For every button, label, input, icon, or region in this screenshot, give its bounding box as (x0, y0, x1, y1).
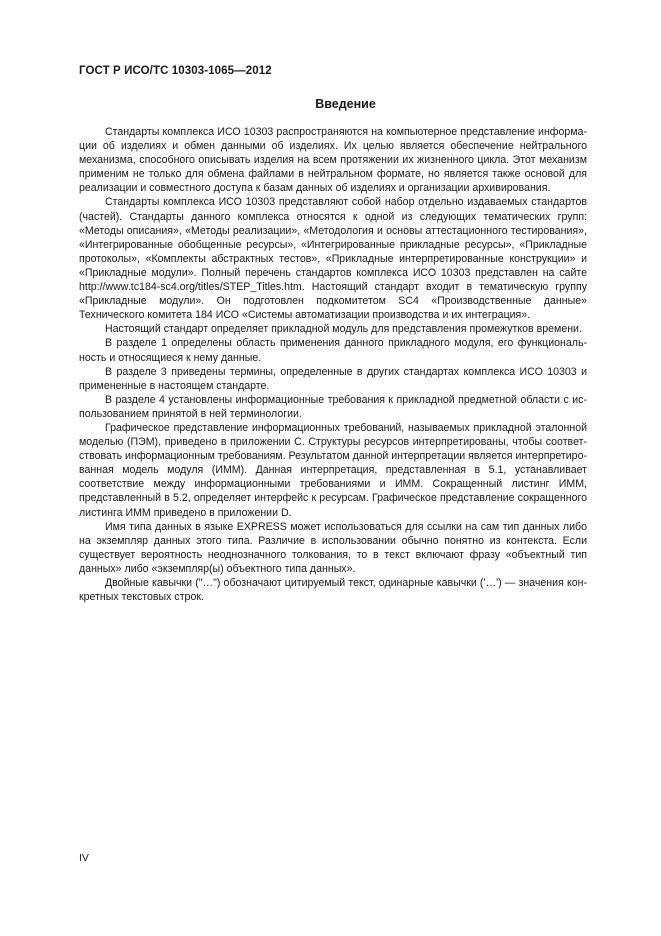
paragraph-5: В разделе 3 приведены термины, определенные в других стандартах комплекса ИСО 10303 и примененные в настоящем стандарте. (79, 365, 587, 392)
document-header: ГОСТ Р ИСО/ТС 10303-1065—2012 (79, 65, 272, 77)
paragraph-3: Настоящий стандарт определяет прикладной модуль для представления промежутков времени. (105, 323, 582, 336)
paragraph-6: В разделе 4 установлены информационные требования к прикладной предметной области с использованием принятой в ней терминологии. (79, 393, 587, 420)
paragraph-7: Графическое представление информационных требований, называемых прикладной эталонной моделью (ПЭМ), приведено в приложении С. Структуры ресурсов интерпретированы, чтобы соответствовать информационным требованиям. Результатом данной интерпретации является интерпретированная модель модуля (ИММ). Данная интерпретация, представленная в 5.1, устанавливает соответствие между информационными требованиями и ИММ. Сокращенный листинг ИММ, представленный в 5.2, определяет интерфейс к ресурсам. Графическое представление сокращенного листинга ИММ приведено в приложении D. (79, 421, 587, 519)
paragraph-8: Имя типа данных в языке EXPRESS может использоваться для ссылки на сам тип данных либо на экземпляр данных этого типа. Различие в использовании обычно понятно из контекста. Если существует вероятность неоднозначного толкования, то в текст включают фразу «объектный тип данных» либо «экземпляр(ы) объектного типа данных». (79, 520, 587, 575)
paragraph-9: Двойные кавычки ("…") обозначают цитируемый текст, одинарные кавычки ('…') — значения конкретных текстовых строк. (79, 577, 587, 604)
paragraph-4: В разделе 1 определены область применения данного прикладного модуля, его функциональность и относящиеся к нему данные. (79, 337, 587, 364)
page-number: IV (79, 852, 89, 864)
paragraph-2: Стандарты комплекса ИСО 10303 представляют собой набор отдельно издаваемых стандартов (частей). Стандарты данного комплекса относятся к одной из следующих тематических групп: «Методы описания», «Методы реализации», «Методология и основы аттестационного тестирования», «Интегрированные обобщенные ресурсы», «Интегрированные прикладные ресурсы», «Прикладные протоколы», «Комплекты абстрактных тестов», «Прикладные интерпретированные конструкции» и «Прикладные модули». Полный перечень стандартов комплекса ИСО 10303 представлен на сайте http://www.tc184-sc4.org/titles/STEP_Titles.htm. Настоящий стандарт входит в тематическую группу «Прикладные модули». Он подготовлен подкомитетом SC4 «Производственные данные» Технического комитета 184 ИСО «Системы автоматизации производства и их интеграция». (79, 196, 587, 322)
section-title: Введение (315, 97, 376, 111)
document-body (79, 125, 587, 604)
paragraph-1: Стандарты комплекса ИСО 10303 распространяются на компьютерное представление информации об изделиях и обмен данными об изделиях. Их целью является обеспечение нейтрального механизма, способного описывать изделия на всем протяжении их жизненного цикла. Этот механизм применим не только для обмена файлами в нейтральном формате, но является также основой для реализации и совместного доступа к базам данных об изделиях и организации архивирования. (79, 126, 587, 195)
